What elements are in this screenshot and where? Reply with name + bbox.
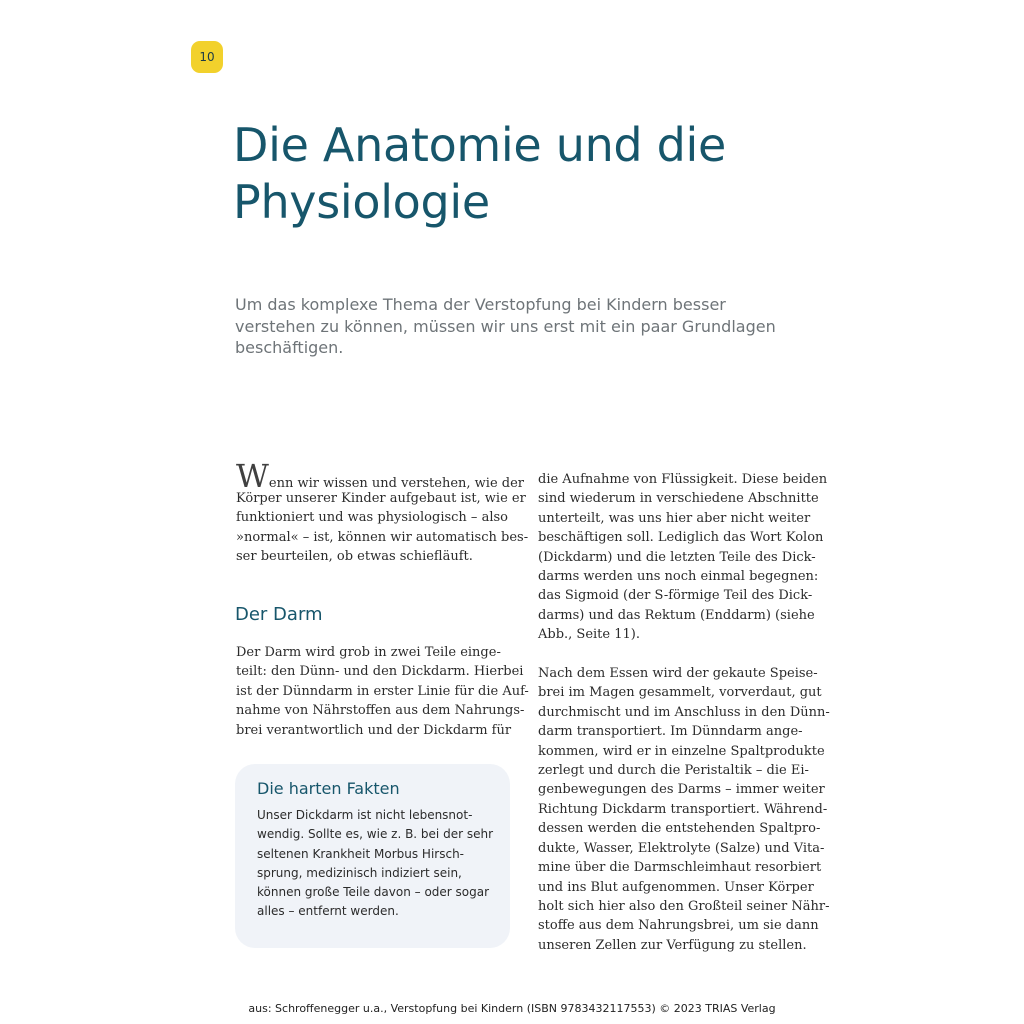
- right-paragraph-1: [538, 470, 828, 645]
- right-line: das Sigmoid (der S-förmige Teil des Dick-: [538, 588, 813, 604]
- right-line: brei im Magen gesammelt, vorverdaut, gut: [538, 685, 822, 701]
- lead-line: Um das komplexe Thema der Verstopfung bei Kindern besser: [235, 295, 726, 314]
- right-line: unterteilt, was uns hier aber nicht weiter: [538, 510, 811, 526]
- intro-paragraph: [236, 457, 529, 567]
- right-line: und ins Blut aufgenommen. Unser Körper: [538, 879, 814, 895]
- right-line: darms) und das Rektum (Enddarm) (siehe: [538, 607, 815, 623]
- section-line: teilt: den Dünn- und den Dickdarm. Hierbei: [236, 664, 524, 680]
- facts-line: Unser Dickdarm ist nicht lebensnot-: [257, 808, 473, 822]
- right-line: sind wiederum in verschiedene Abschnitte: [538, 491, 819, 507]
- section-line: nahme von Nährstoffen aus dem Nahrungs-: [236, 703, 525, 719]
- facts-line: wendig. Sollte es, wie z. B. bei der sehr: [257, 827, 493, 842]
- title-line: Physiologie: [233, 175, 490, 229]
- facts-text: [257, 806, 493, 922]
- right-line: darms werden uns noch einmal begegnen:: [538, 569, 819, 585]
- intro-line: »normal« – ist, können wir automatisch bes-: [236, 529, 529, 545]
- facts-line: alles – entfernt werden.: [257, 904, 399, 919]
- facts-box: [235, 764, 510, 948]
- section-paragraph: [236, 643, 529, 740]
- drop-cap: W: [236, 457, 269, 495]
- right-line: beschäftigen soll. Lediglich das Wort Kolon: [538, 530, 824, 546]
- section-heading: Der Darm: [235, 604, 323, 625]
- facts-line: sprung, medizinisch indiziert sein,: [257, 865, 462, 880]
- lead-line: verstehen zu können, müssen wir uns erst mit ein paar Grundlagen: [235, 316, 776, 336]
- right-line: Richtung Dickdarm transportiert. Während-: [538, 801, 828, 817]
- right-column: [538, 470, 830, 955]
- section-line: brei verantwortlich und der Dickdarm für: [236, 722, 512, 738]
- right-line: genbewegungen des Darms – immer weiter: [538, 782, 825, 798]
- right-line: die Aufnahme von Flüssigkeit. Diese beiden: [538, 472, 828, 487]
- right-paragraph-2: [538, 664, 830, 955]
- lead-paragraph: [235, 294, 795, 359]
- section-line: ist der Dünndarm in erster Linie für die Auf-: [236, 683, 529, 699]
- intro-first-line-text: enn wir wissen und verstehen, wie der: [268, 476, 525, 491]
- right-line: (Dickdarm) und die letzten Teile des Dick-: [538, 549, 816, 565]
- right-line: unseren Zellen zur Verfügung zu stellen.: [538, 937, 807, 953]
- right-line: darm transportiert. Im Dünndarm ange-: [538, 724, 803, 740]
- right-line: zerlegt und durch die Peristaltik – die Ei-: [538, 763, 809, 779]
- right-line: dessen werden die entstehenden Spaltpro-: [538, 821, 821, 837]
- right-line: dukte, Wasser, Elektrolyte (Salze) und Vita-: [538, 840, 825, 856]
- footer-citation: aus: Schroffenegger u.a., Verstopfung bei Kindern (ISBN 9783432117553) © 2023 TRIAS Verlag: [248, 1002, 776, 1015]
- right-line: holt sich hier also den Großteil seiner Nähr-: [538, 898, 830, 914]
- intro-line: funktioniert und was physiologisch – also: [236, 510, 508, 526]
- right-line: kommen, wird er in einzelne Spaltprodukte: [538, 743, 825, 759]
- facts-title: Die harten Fakten: [257, 779, 400, 798]
- title-line: Die Anatomie und die: [233, 118, 727, 172]
- page-title: [233, 117, 726, 231]
- right-line: durchmischt und im Anschluss in den Dünn-: [538, 704, 830, 720]
- right-line: Abb., Seite 11).: [538, 627, 640, 643]
- page-number: 10: [191, 41, 223, 73]
- facts-line: können große Teile davon – oder sogar: [257, 885, 490, 900]
- intro-line: ser beurteilen, ob etwas schiefläuft.: [236, 549, 473, 565]
- facts-line: seltenen Krankheit Morbus Hirsch-: [257, 846, 465, 861]
- lead-line: beschäftigen.: [235, 338, 344, 357]
- right-line: mine über die Darmschleimhaut resorbiert: [538, 860, 822, 876]
- section-line: Der Darm wird grob in zwei Teile einge-: [236, 645, 501, 660]
- intro-line: Körper unserer Kinder aufgebaut ist, wie er: [236, 491, 526, 506]
- right-line: stoffe aus dem Nahrungsbrei, um sie dann: [538, 918, 819, 934]
- right-line: Nach dem Essen wird der gekaute Speise-: [538, 666, 818, 682]
- intro-first-line: [236, 457, 525, 495]
